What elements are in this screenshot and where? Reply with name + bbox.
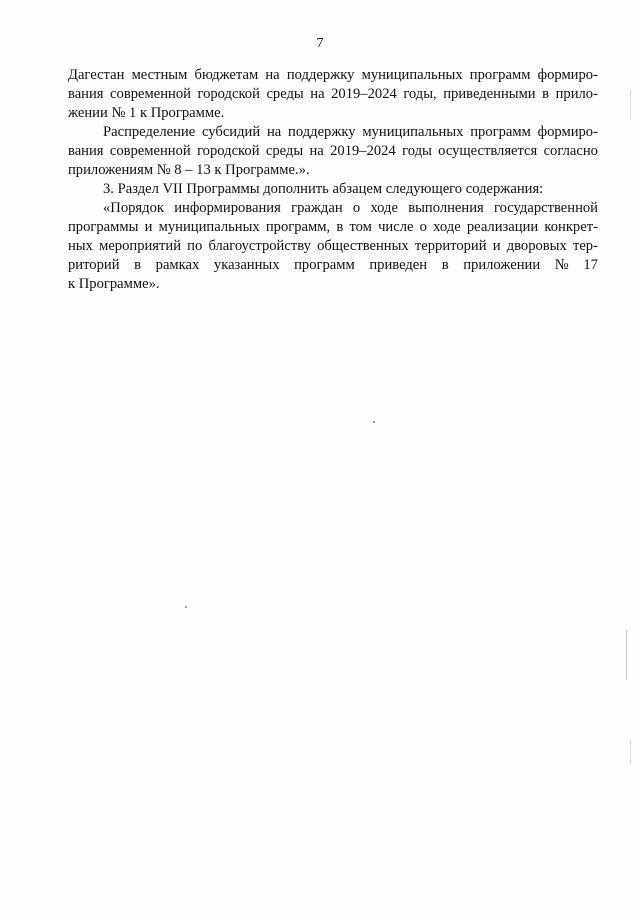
word: граждан (291, 200, 343, 216)
word: программ (469, 67, 531, 83)
word: формиро- (537, 67, 598, 83)
word: риторий (68, 257, 120, 273)
word: приведен (369, 257, 428, 273)
page-number: 7 (316, 36, 324, 51)
text-line (68, 218, 598, 237)
word: информирования (174, 200, 281, 216)
text-line (68, 85, 598, 104)
word: мероприятий (99, 238, 182, 254)
word: на (310, 86, 325, 102)
word: городской (197, 86, 260, 102)
text-line (68, 256, 598, 275)
word: в (441, 257, 449, 273)
word: осуществляется (438, 143, 538, 159)
text-line: 3. Раздел VII Программы дополнить абзацем следующего содержания: (103, 181, 544, 197)
word: годы, (403, 86, 437, 102)
word: поддержку (288, 124, 356, 140)
word: годы (402, 143, 432, 159)
word: рамках (155, 257, 200, 273)
word: 2019–2024 (330, 143, 396, 159)
word: на (309, 143, 324, 159)
word: общественных (317, 238, 409, 254)
text-line (68, 199, 598, 218)
word: Распределение (103, 124, 196, 140)
word: тер- (572, 238, 598, 254)
word: 17 (583, 257, 598, 273)
word: приведенными (443, 86, 536, 102)
word: благоустройству (208, 238, 311, 254)
word: муниципальных (361, 67, 463, 83)
text-line: жении № 1 к Программе. (68, 105, 225, 121)
word: вания (68, 143, 104, 159)
word: и (144, 219, 153, 235)
document-body (68, 66, 598, 294)
word: субсидий (202, 124, 261, 140)
scan-speck (373, 421, 375, 423)
text-line: к Программе». (68, 276, 160, 292)
word: современной (110, 86, 191, 102)
paragraph (68, 180, 598, 199)
scan-speck (630, 740, 631, 764)
word: согласно (543, 143, 598, 159)
word: и (492, 238, 501, 254)
word: о (419, 219, 427, 235)
paragraph (68, 123, 598, 180)
word: № (554, 257, 569, 273)
word: прило- (555, 86, 598, 102)
word: дворовых (506, 238, 567, 254)
word: бюджетам (194, 67, 259, 83)
word: формиро- (537, 124, 598, 140)
word: территорий (414, 238, 487, 254)
text-line (68, 66, 598, 85)
word: о (352, 200, 361, 216)
word: муниципальных (362, 124, 464, 140)
word: том (349, 219, 372, 235)
word: программ, (265, 219, 331, 235)
word: городской (197, 143, 260, 159)
word: вания (68, 86, 104, 102)
word: поддержку (286, 67, 355, 83)
word: на (265, 67, 280, 83)
word: среды (265, 143, 304, 159)
word: в (336, 219, 344, 235)
word: «Порядок (103, 200, 164, 216)
word: местным (131, 67, 188, 83)
word: Дагестан (68, 67, 125, 83)
scan-speck (626, 630, 627, 680)
text-line (68, 142, 598, 161)
word: современной (109, 143, 191, 159)
text-line (68, 237, 598, 256)
text-line: приложениям № 8 – 13 к Программе.». (68, 162, 310, 178)
word: программ (470, 124, 531, 140)
word: на (266, 124, 282, 140)
word: в (542, 86, 550, 102)
word: программ (294, 257, 355, 273)
scan-speck (185, 606, 187, 608)
word: по (187, 238, 203, 254)
scan-speck (630, 90, 631, 120)
word: приложении (463, 257, 541, 273)
word: ходе (370, 200, 398, 216)
paragraph (68, 66, 598, 123)
word: выполнения (408, 200, 484, 216)
word: в (134, 257, 142, 273)
word: муниципальных (158, 219, 260, 235)
word: конкрет- (544, 219, 598, 235)
text-line (68, 123, 598, 142)
word: среды (266, 86, 304, 102)
word: числе (378, 219, 414, 235)
word: реализации (466, 219, 539, 235)
word: указанных (213, 257, 280, 273)
paragraph (68, 199, 598, 294)
word: программы (68, 219, 139, 235)
word: государственной (493, 200, 598, 216)
word: 2019–2024 (331, 86, 397, 102)
word: ходе (433, 219, 461, 235)
word: ных (68, 238, 93, 254)
